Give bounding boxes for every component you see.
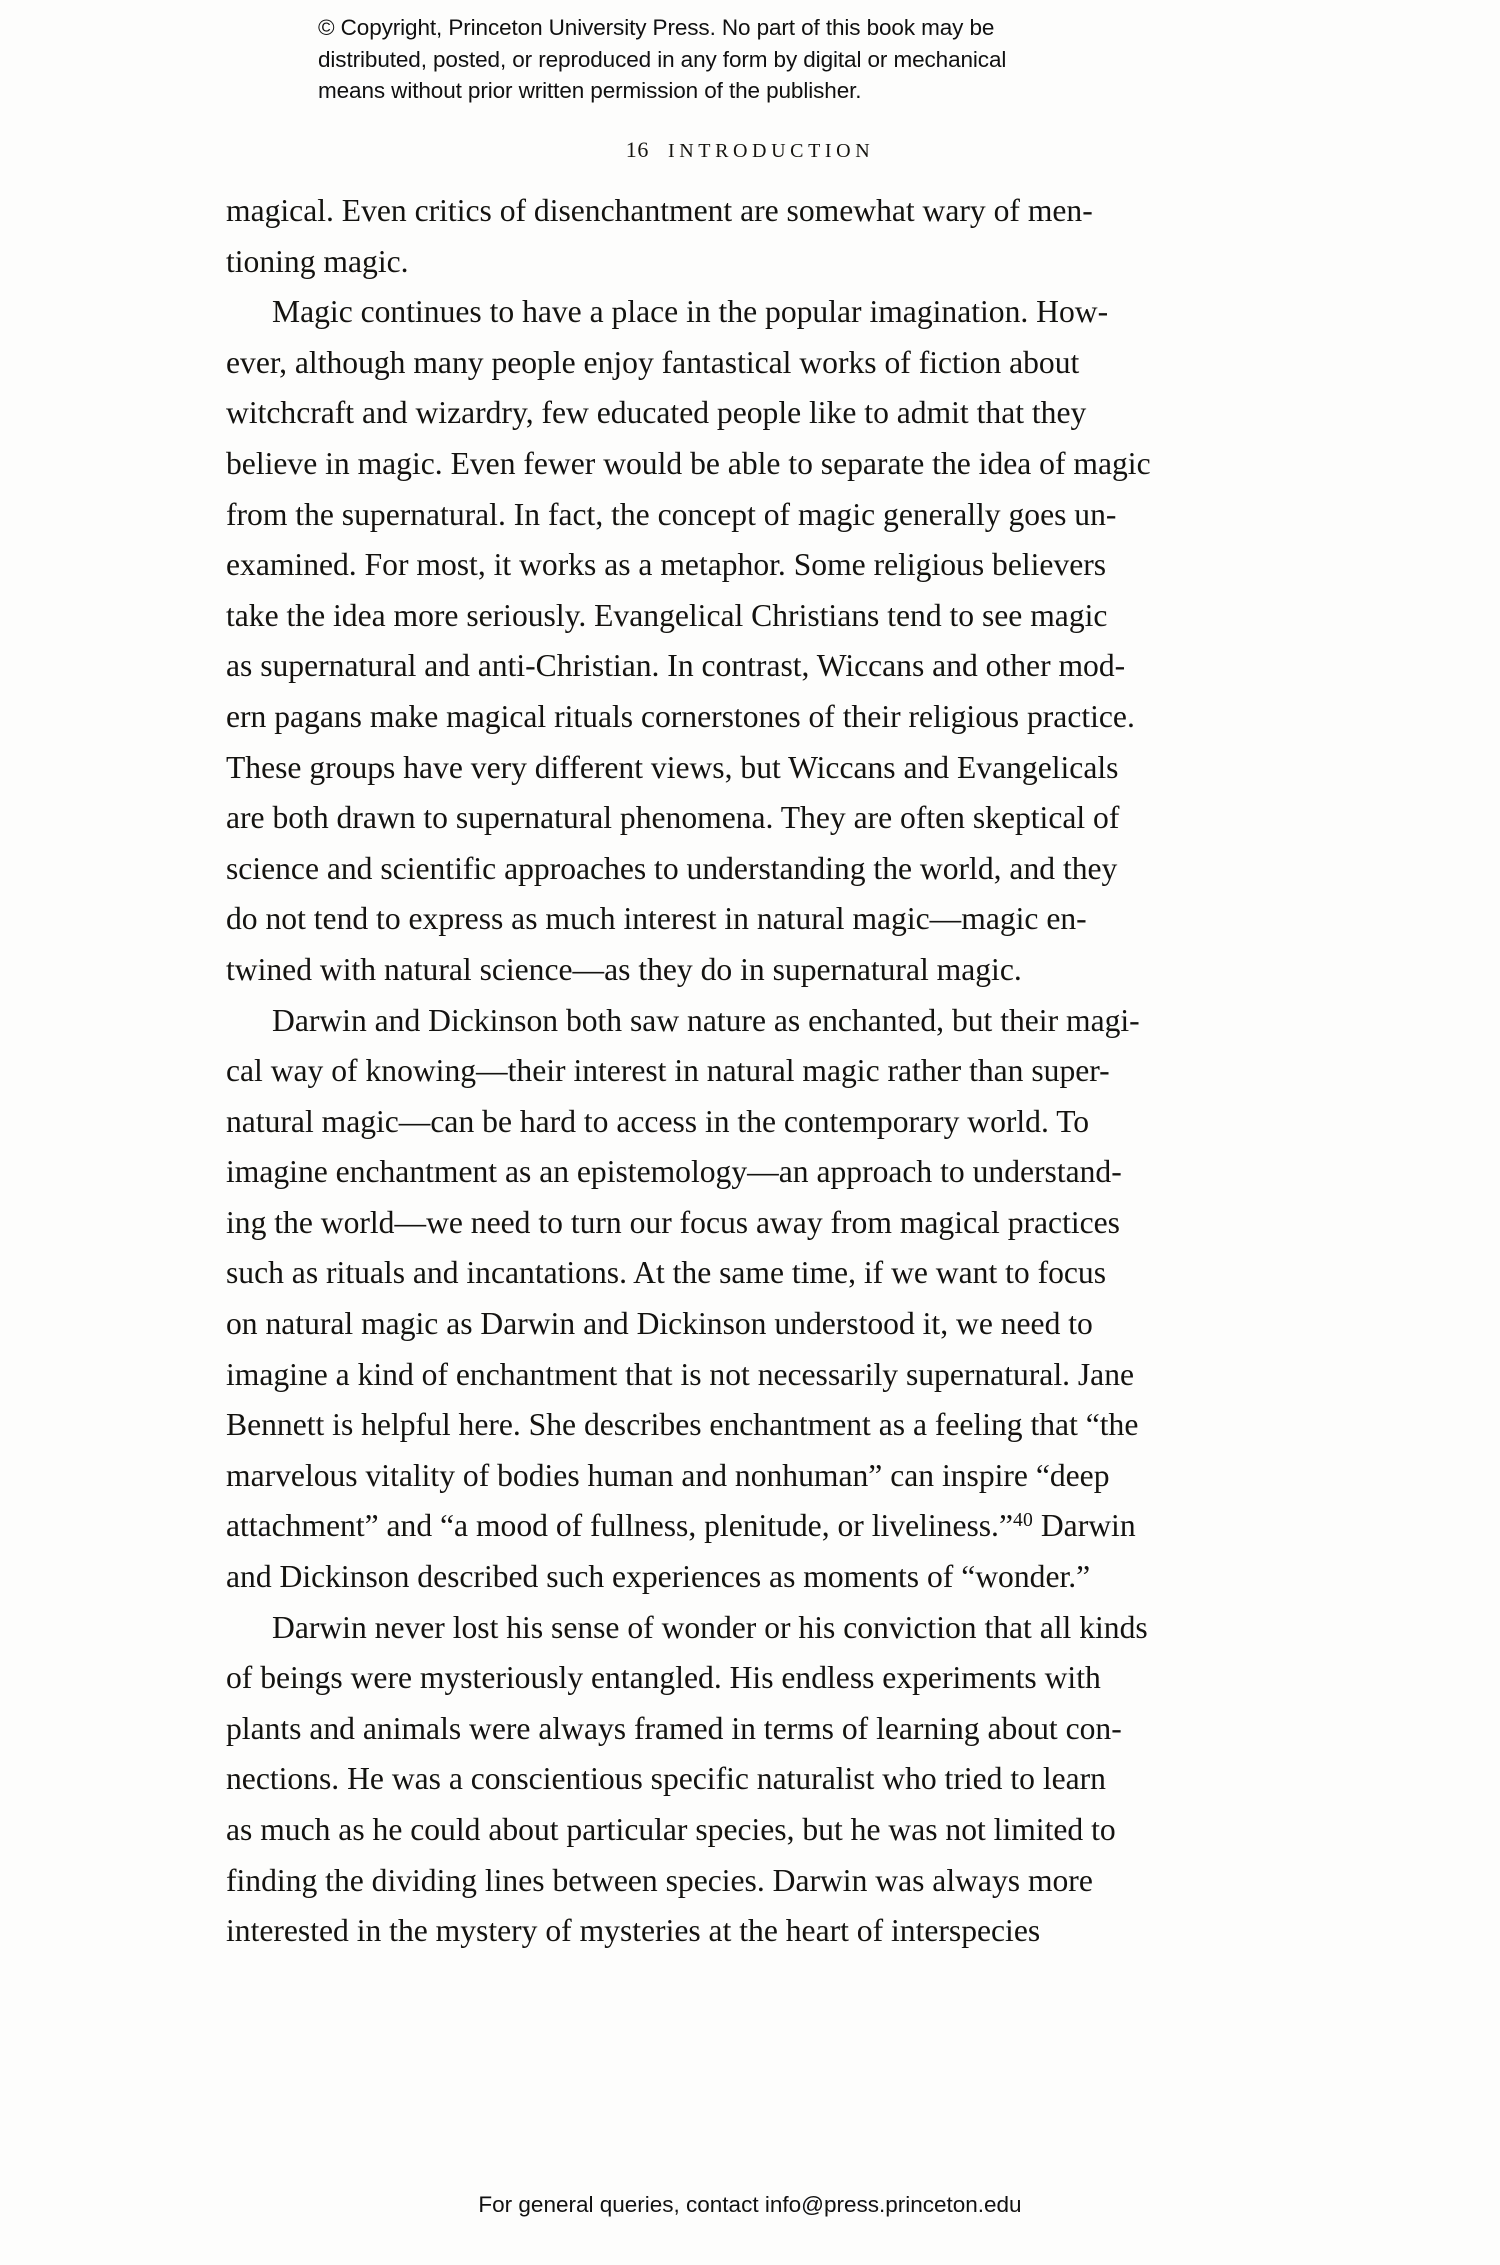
text-line: Bennett is helpful here. She describes enchantment as a feeling that “the [226,1407,1139,1443]
text-line: witchcraft and wizardry, few educated people like to admit that they [226,395,1087,431]
running-head [0,137,1500,163]
paragraph-magic-popular-imagination [226,287,1285,995]
copyright-line-3: means without prior written permission of the publisher. [318,78,862,103]
text-line: ever, although many people enjoy fantastical works of fiction about [226,344,1080,380]
text-line: natural magic—can be hard to access in the contemporary world. To [226,1103,1090,1139]
text-line: as much as he could about particular species, but he was not limited to [226,1812,1116,1847]
text-line: as supernatural and anti-Christian. In contrast, Wiccans and other mod- [226,648,1126,684]
body-text-block [226,186,1285,1957]
text-line: examined. For most, it works as a metaphor. Some religious believers [226,547,1107,583]
text-line: on natural magic as Darwin and Dickinson understood it, we need to [226,1306,1093,1342]
text-line: These groups have very different views, but Wiccans and Evangelicals [226,749,1119,785]
footnote-line-tail: Darwin [1032,1508,1136,1544]
text-line: ing the world—we need to turn our focus away from magical practices [226,1204,1120,1240]
text-line: and Dickinson described such experiences as moments of “wonder.” [226,1559,1091,1595]
text-line: tioning magic. [226,243,409,279]
chapter-title: INTRODUCTION [667,140,875,162]
text-line: Darwin never lost his sense of wonder or his conviction that all kinds [272,1609,1148,1645]
text-line: of beings were mysteriously entangled. His endless experiments with [226,1660,1101,1696]
text-line: cal way of knowing—their interest in natural magic rather than super- [226,1053,1110,1089]
text-line: marvelous vitality of bodies human and nonhuman” can inspire “deep [226,1457,1110,1493]
text-line: Darwin and Dickinson both saw nature as enchanted, but their magi- [272,1002,1140,1038]
footnote-reference-marker: 40 [1012,1510,1033,1532]
text-line: imagine a kind of enchantment that is not necessarily supernatural. Jane [226,1356,1135,1392]
footnote-line-text: attachment” and “a mood of fullness, plenitude, or liveliness.” [226,1508,1013,1544]
text-line: from the supernatural. In fact, the concept of magic generally goes un- [226,496,1117,532]
text-line: twined with natural science—as they do in supernatural magic. [226,951,1022,987]
text-line: nections. He was a conscientious specific naturalist who tried to learn [226,1761,1106,1797]
copyright-notice [318,12,1178,107]
text-line: believe in magic. Even fewer would be able to separate the idea of magic [226,445,1151,481]
text-line: imagine enchantment as an epistemology—an approach to understand- [226,1154,1122,1190]
text-line: plants and animals were always framed in terms of learning about con- [226,1710,1122,1746]
paragraph-darwin-dickinson-enchanted [226,996,1285,1603]
paragraph-magical [226,186,1285,287]
text-line: ern pagans make magical rituals cornerstones of their religious practice. [226,698,1135,734]
text-line: science and scientific approaches to understanding the world, and they [226,850,1118,886]
paragraph-darwin-wonder [226,1603,1285,1957]
text-line: such as rituals and incantations. At the same time, if we want to focus [226,1255,1107,1291]
page-footer: For general queries, contact info@press.princeton.edu [478,2192,1022,2217]
text-line: interested in the mystery of mysteries at the heart of interspecies [226,1913,1041,1949]
text-line: take the idea more seriously. Evangelical Christians tend to see magic [226,597,1108,633]
copyright-line-2: distributed, posted, or reproduced in any form by digital or mechanical [318,46,1007,72]
copyright-line-1: © Copyright, Princeton University Press. No part of this book may be [318,15,995,40]
text-line: magical. Even critics of disenchantment are somewhat wary of men- [226,193,1093,228]
page-number: 16 [625,137,649,162]
text-line: do not tend to express as much interest in natural magic—magic en- [226,901,1087,937]
text-line-with-footnote [226,1501,1285,1552]
text-line: finding the dividing lines between species. Darwin was always more [226,1862,1093,1898]
text-line: Magic continues to have a place in the popular imagination. How- [272,294,1109,330]
text-line: are both drawn to supernatural phenomena. They are often skeptical of [226,800,1120,836]
